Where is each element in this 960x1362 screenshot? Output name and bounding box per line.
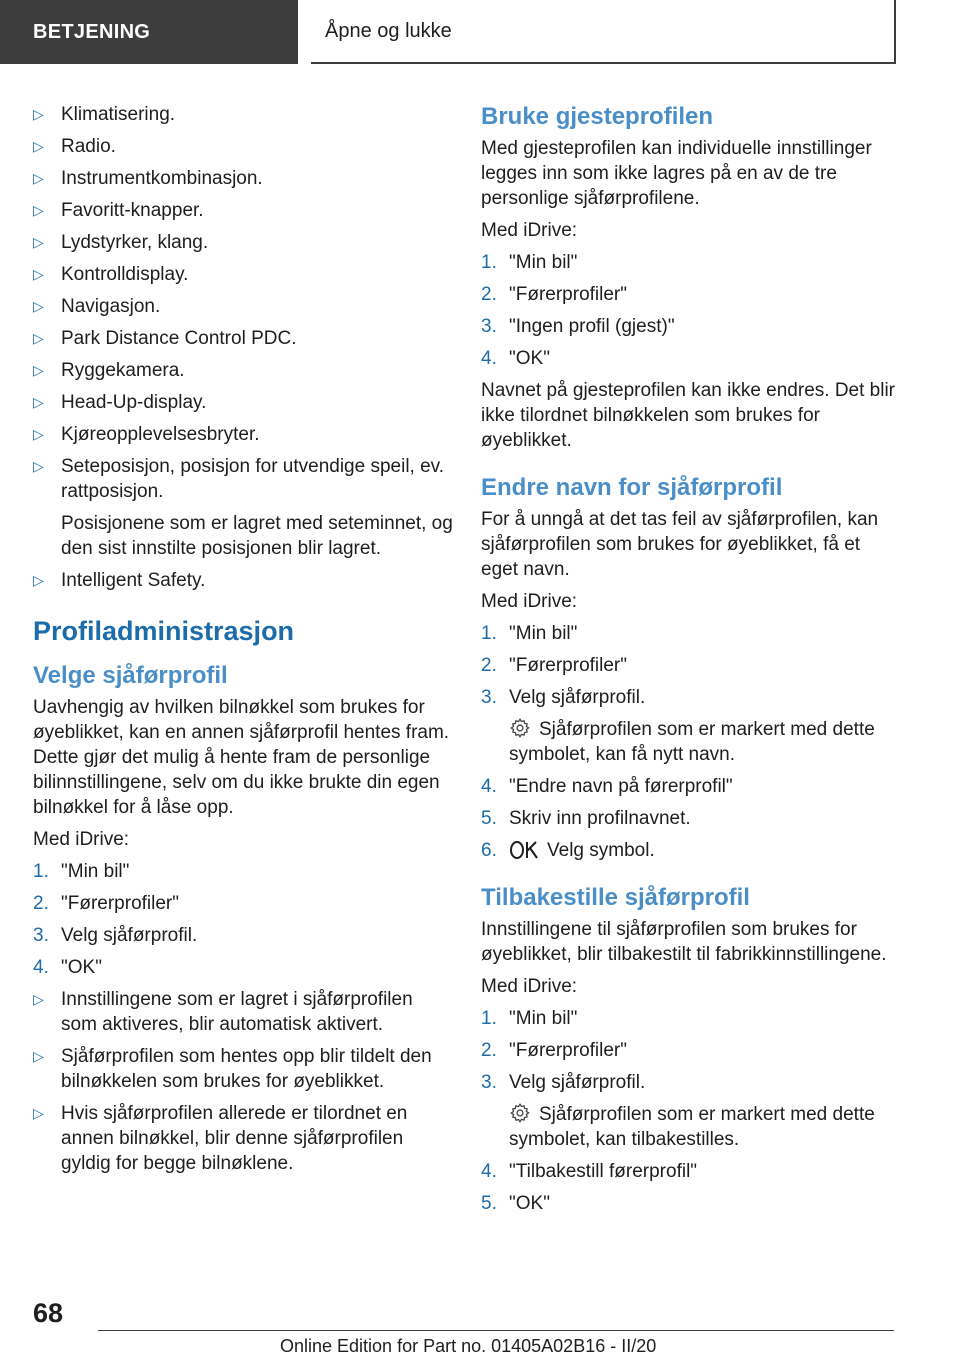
subsection-heading: Bruke gjesteprofilen — [481, 103, 714, 130]
subsection-heading: Velge sjåførprofil — [33, 662, 228, 689]
list-item: ▷ Ryggekamera. — [33, 360, 185, 381]
step-number: 2. — [481, 655, 497, 676]
step-number: 5. — [481, 808, 497, 829]
triangle-bullet-icon: ▷ — [33, 266, 44, 282]
list-item: ▷ Park Distance Control PDC. — [33, 328, 297, 349]
step-number: 1. — [481, 1008, 497, 1029]
subsection-heading: Endre navn for sjåførprofil — [481, 474, 783, 501]
triangle-bullet-icon: ▷ — [33, 138, 44, 154]
footer-divider — [98, 1330, 894, 1331]
step-number: 4. — [481, 1161, 497, 1182]
triangle-bullet-icon: ▷ — [33, 394, 44, 410]
paragraph: Innstillingene til sjåførprofilen som brukes for øyeblikket, blir tilbakestilt til fabrikkinnstillingene. — [481, 919, 887, 965]
list-item: ▷ Kjøreopplevelsesbryter. — [33, 424, 260, 445]
list-item: ▷ Innstillingene som er lagret i sjåførprofilen som aktiveres, blir automatisk aktivert. — [33, 989, 413, 1035]
triangle-bullet-icon: ▷ — [33, 1105, 44, 1121]
list-item: ▷ Seteposisjon, posisjon for utvendige speil, ev. rattposisjon. Posisjonene som er lagret med seteminnet, og den sist innstilte posisjonen blir lagret. — [33, 456, 453, 559]
step-number: 3. — [33, 925, 49, 946]
step-number: 5. — [481, 1193, 497, 1214]
step-note: Sjåførprofilen som er markert med dette symbolet, kan tilbakestilles. — [509, 1104, 875, 1150]
page-number: 68 — [33, 1298, 64, 1328]
step-number: 2. — [481, 1040, 497, 1061]
step-number: 3. — [481, 687, 497, 708]
list-item: ▷ Radio. — [33, 136, 116, 157]
paragraph: Navnet på gjesteprofilen kan ikke endres. Det blir ikke tilordnet bilnøkkelen som brukes for øyeblikket. — [481, 380, 896, 451]
subsection-heading: Tilbakestille sjåførprofil — [481, 884, 750, 911]
triangle-bullet-icon: ▷ — [33, 426, 44, 442]
list-item: ▷ Lydstyrker, klang. — [33, 232, 209, 253]
step-item: 2. "Førerprofiler" — [481, 284, 627, 305]
left-column — [33, 102, 453, 1183]
step-item: 4. "OK" — [481, 348, 550, 369]
list-item-note: Posisjonene som er lagret med seteminnet, og den sist innstilte posisjonen blir lagret. — [61, 513, 453, 559]
chapter-tab — [0, 0, 298, 64]
triangle-bullet-icon: ▷ — [33, 458, 44, 474]
step-number: 3. — [481, 1072, 497, 1093]
triangle-bullet-icon: ▷ — [33, 572, 44, 588]
triangle-bullet-icon: ▷ — [33, 170, 44, 186]
list-item: ▷ Sjåførprofilen som hentes opp blir tildelt den bilnøkkelen som brukes for øyeblikket. — [33, 1046, 432, 1092]
step-number: 4. — [33, 957, 49, 978]
step-item: 4. "Tilbakestill førerprofil" — [481, 1161, 698, 1182]
step-number: 1. — [33, 861, 49, 882]
edition-footer: Online Edition for Part no. 01405A02B16 - II/20 — [280, 1336, 657, 1356]
step-item: 3. Velg sjåførprofil. Sjåførprofilen som er markert med dette symbolet, kan få nytt navn. — [481, 685, 901, 767]
step-item: 1. "Min bil" — [481, 252, 578, 273]
step-item: 1. "Min bil" — [481, 1008, 578, 1029]
step-number: 2. — [33, 893, 49, 914]
step-item: 1. "Min bil" — [33, 861, 130, 882]
step-item: 4. "OK" — [33, 957, 102, 978]
right-column — [481, 102, 901, 1223]
step-number: 2. — [481, 284, 497, 305]
list-item: ▷ Navigasjon. — [33, 296, 161, 317]
section-heading: Profiladministrasjon — [33, 616, 295, 646]
list-item: ▷ Klimatisering. — [33, 104, 176, 125]
paragraph: Med iDrive: — [481, 220, 578, 241]
triangle-bullet-icon: ▷ — [33, 106, 44, 122]
list-item: ▷ Head-Up-display. — [33, 392, 207, 413]
list-item: ▷ Favoritt-knapper. — [33, 200, 204, 221]
step-number: 3. — [481, 316, 497, 337]
paragraph: Med iDrive: — [33, 829, 130, 850]
paragraph: Med iDrive: — [481, 591, 578, 612]
paragraph: Med iDrive: — [481, 976, 578, 997]
step-item: 2. "Førerprofiler" — [33, 893, 179, 914]
step-item: 5. Skriv inn profilnavnet. — [481, 808, 691, 829]
section-title: BETJENING — [33, 20, 151, 43]
step-item: 3. "Ingen profil (gjest)" — [481, 316, 675, 337]
list-item: ▷ Instrumentkombinasjon. — [33, 168, 263, 189]
step-item: 4. "Endre navn på førerprofil" — [481, 776, 733, 797]
step-number: 1. — [481, 623, 497, 644]
gear-icon — [509, 1102, 531, 1124]
step-item: 5. "OK" — [481, 1193, 550, 1214]
step-number: 4. — [481, 348, 497, 369]
step-item: 2. "Førerprofiler" — [481, 655, 627, 676]
triangle-bullet-icon: ▷ — [33, 298, 44, 314]
step-item: 3. Velg sjåførprofil. Sjåførprofilen som er markert med dette symbolet, kan tilbakestilles. — [481, 1070, 901, 1152]
step-number: 4. — [481, 776, 497, 797]
step-number: 1. — [481, 252, 497, 273]
ok-icon — [509, 840, 539, 860]
triangle-bullet-icon: ▷ — [33, 330, 44, 346]
triangle-bullet-icon: ▷ — [33, 234, 44, 250]
step-item: 2. "Førerprofiler" — [481, 1040, 627, 1061]
paragraph: For å unngå at det tas feil av sjåførprofilen, kan sjåførprofilen som brukes for øyeblikket, få et eget navn. — [481, 509, 879, 580]
step-number: 6. — [481, 840, 497, 861]
chapter-title: Åpne og lukke — [325, 19, 452, 42]
step-item: 6. Velg symbol. — [481, 840, 655, 861]
triangle-bullet-icon: ▷ — [33, 362, 44, 378]
step-note: Sjåførprofilen som er markert med dette symbolet, kan få nytt navn. — [509, 719, 875, 765]
triangle-bullet-icon: ▷ — [33, 1048, 44, 1064]
gear-icon — [509, 717, 531, 739]
triangle-bullet-icon: ▷ — [33, 991, 44, 1007]
paragraph: Uavhengig av hvilken bilnøkkel som brukes for øyeblikket, kan en annen sjåførprofil hentes fram. Dette gjør det mulig å hente fram de personlige bilinnstillingene, selv om du ikke brukte din egen bilnøkkel for å låse opp. — [33, 697, 450, 818]
paragraph: Med gjesteprofilen kan individuelle innstillinger legges inn som ikke lagres på en av de tre personlige sjåførprofilene. — [481, 138, 872, 209]
list-item: ▷ Hvis sjåførprofilen allerede er tilordnet en annen bilnøkkel, blir denne sjåførprofilen gyldig for begge bilnøklene. — [33, 1103, 408, 1174]
list-item: ▷ Kontrolldisplay. — [33, 264, 189, 285]
chapter-header — [311, 0, 896, 64]
step-item: 3. Velg sjåførprofil. — [33, 925, 198, 946]
list-item: ▷ Intelligent Safety. — [33, 570, 206, 591]
step-item: 1. "Min bil" — [481, 623, 578, 644]
triangle-bullet-icon: ▷ — [33, 202, 44, 218]
